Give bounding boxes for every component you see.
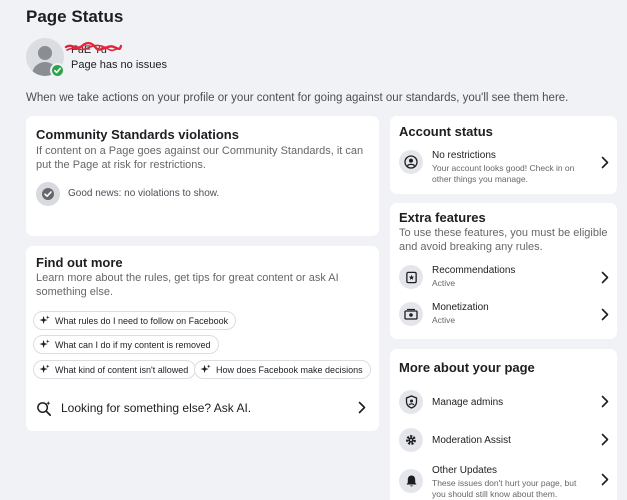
- redaction-scribble: [64, 41, 122, 55]
- find-out-more-card: [26, 246, 379, 431]
- bell-icon: [399, 469, 423, 493]
- good-news-text: Good news: no violations to show.: [68, 188, 220, 199]
- chevron-right-icon: [601, 156, 609, 174]
- manage-admins-title: Manage admins: [432, 396, 504, 408]
- page-name[interactable]: FuE Yu: [71, 44, 107, 56]
- gear-icon: [399, 428, 423, 452]
- ask-ai-row[interactable]: [36, 397, 366, 419]
- recommendations-status: Active: [432, 278, 456, 288]
- more-about-page-title: More about your page: [399, 360, 535, 375]
- sparkle-icon: [39, 339, 50, 350]
- page-title: Page Status: [26, 7, 124, 26]
- recommendations-row[interactable]: [399, 265, 609, 289]
- community-standards-description: If content on a Page goes against our Community Standards, it can put the Page at risk for restrictions.: [36, 145, 364, 171]
- chip-label: How does Facebook make decisions: [216, 364, 363, 375]
- chevron-right-icon: [601, 433, 609, 451]
- monetization-title: Monetization: [432, 302, 489, 313]
- no-restrictions-subtitle: Your account looks good! Check in on other things you manage.: [432, 163, 575, 184]
- chip-label: What rules do I need to follow on Facebook: [55, 315, 229, 326]
- chip-content-not-allowed[interactable]: [33, 360, 196, 379]
- ai-search-icon: [36, 400, 53, 417]
- chip-rules[interactable]: [33, 311, 236, 330]
- ask-ai-label: Looking for something else? Ask AI.: [61, 401, 252, 415]
- monetization-status: Active: [432, 315, 456, 325]
- recommendations-title: Recommendations: [432, 265, 516, 276]
- find-out-more-title: Find out more: [36, 255, 123, 270]
- manage-admins-row[interactable]: [399, 390, 609, 414]
- chevron-right-icon: [601, 308, 609, 326]
- community-standards-title: Community Standards violations: [36, 127, 239, 142]
- other-updates-title: Other Updates: [432, 465, 498, 476]
- monetization-row[interactable]: [399, 302, 609, 326]
- find-out-more-description: Learn more about the rules, get tips for great content or ask AI something else.: [36, 272, 339, 298]
- chip-decisions[interactable]: [194, 360, 371, 379]
- chip-content-removed[interactable]: [33, 335, 219, 354]
- account-status-title: Account status: [399, 124, 493, 139]
- chevron-right-icon: [601, 395, 609, 413]
- chip-label: What kind of content isn't allowed: [55, 364, 189, 375]
- chip-label: What can I do if my content is removed: [55, 339, 211, 350]
- check-circle-icon: [36, 182, 60, 206]
- extra-features-title: Extra features: [399, 210, 486, 225]
- chevron-right-icon: [601, 271, 609, 289]
- check-badge-icon: [50, 63, 65, 78]
- chevron-right-icon: [601, 473, 609, 491]
- shield-icon: [399, 390, 423, 414]
- money-icon: [399, 302, 423, 326]
- intro-text: When we take actions on your profile or your content for going against our standards, you'll see them here.: [26, 92, 569, 104]
- extra-features-card: [390, 203, 617, 339]
- extra-features-description: To use these features, you must be eligible and avoid breaking any rules.: [399, 227, 608, 253]
- no-restrictions-title: No restrictions: [432, 150, 496, 161]
- more-about-page-card: [390, 349, 617, 500]
- other-updates-row[interactable]: [399, 465, 609, 500]
- page-status-text: Page has no issues: [71, 59, 168, 71]
- community-standards-card: [26, 116, 379, 236]
- sparkle-icon: [200, 364, 211, 375]
- other-updates-subtitle: These issues don't hurt your page, but you should still know about them.: [432, 478, 577, 499]
- account-status-card: [390, 116, 617, 194]
- no-restrictions-row[interactable]: [399, 150, 609, 185]
- moderation-assist-row[interactable]: [399, 428, 609, 452]
- recommendations-icon: [399, 265, 423, 289]
- profile-icon: [399, 150, 423, 174]
- chevron-right-icon: [358, 401, 366, 419]
- sparkle-icon: [39, 315, 50, 326]
- sparkle-icon: [39, 364, 50, 375]
- moderation-assist-title: Moderation Assist: [432, 434, 511, 446]
